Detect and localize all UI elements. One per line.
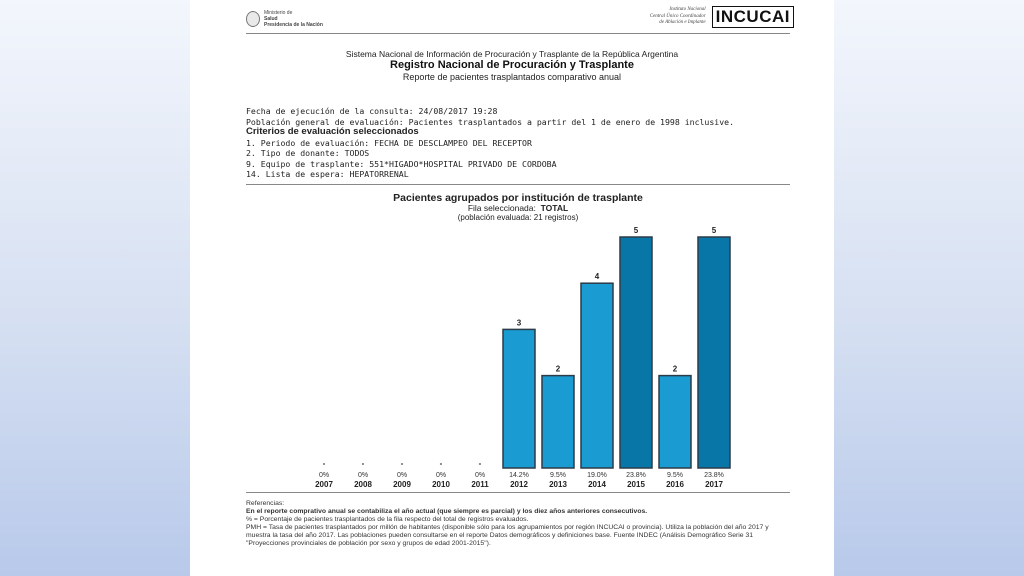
institute-line1: Instituto Nacional — [669, 7, 706, 13]
bar-2016 — [659, 376, 691, 468]
institute-line2: Central Único Coordinador — [649, 13, 706, 19]
bar-2013 — [542, 376, 574, 468]
references-line2: % = Porcentaje de pacientes trasplantados de la fila respecto del total de registros evaluados. — [246, 516, 529, 523]
x-tick-label-2017: 2017 — [705, 480, 723, 489]
bar-2017 — [698, 237, 730, 468]
value-label-2015: 5 — [633, 226, 639, 235]
value-label-2016: 2 — [672, 364, 678, 374]
value-label-2010: - — [439, 459, 443, 468]
percent-label-2013: 9.5% — [550, 472, 566, 479]
footer-divider — [246, 492, 790, 493]
value-label-2009: - — [400, 459, 404, 468]
value-label-2017: 5 — [711, 226, 717, 235]
x-tick-label-2008: 2008 — [354, 480, 372, 489]
population-note: (población evaluada: 21 registros) — [457, 213, 579, 222]
criteria-item: 9. Equipo de trasplante: 551*HIGADO*HOSPITAL PRIVADO DE CORDOBA — [246, 158, 557, 169]
x-tick-label-2012: 2012 — [510, 480, 528, 489]
query-population: Población general de evaluación: Pacientes trasplantados a partir del 1 de enero de 1998 inclusive. — [246, 116, 734, 127]
bar-2015 — [620, 237, 652, 468]
criteria-item: 2. Tipo de donante: TODOS — [246, 148, 370, 158]
references-line1: En el reporte comprativo anual se contabiliza el año actual (que siempre es parcial) y los diez años anteriores consecutivos. — [246, 508, 648, 515]
report-page — [190, 0, 834, 576]
selected-row-label: Fila seleccionada: — [467, 203, 536, 213]
report-title: Registro Nacional de Procuración y Trasplante — [390, 59, 634, 71]
percent-label-2012: 14.2% — [509, 472, 529, 479]
value-label-2008: - — [361, 459, 365, 468]
ministry-line1: Ministerio de — [264, 10, 293, 16]
x-tick-label-2014: 2014 — [588, 480, 606, 489]
percent-label-2008: 0% — [357, 472, 369, 479]
percent-label-2009: 0% — [396, 472, 408, 479]
system-name: Sistema Nacional de Información de Procuración y Trasplante de la República Argentina — [345, 49, 679, 59]
x-tick-label-2007: 2007 — [315, 480, 333, 489]
x-tick-label-2016: 2016 — [666, 480, 684, 489]
percent-label-2010: 0% — [435, 472, 447, 479]
ministry-line2: Salud — [264, 16, 278, 22]
value-label-2014: 4 — [594, 272, 600, 282]
percent-label-2014: 19.0% — [587, 472, 607, 479]
percent-label-2011: 0% — [474, 472, 486, 479]
criteria-item: 14. Lista de espera: HEPATORRENAL — [246, 169, 409, 179]
bar-2012 — [503, 329, 535, 468]
references — [246, 500, 794, 548]
references-title: Referencias: — [246, 500, 285, 507]
x-tick-label-2015: 2015 — [627, 480, 645, 489]
value-label-2013: 2 — [555, 364, 561, 374]
value-label-2007: - — [322, 459, 326, 468]
ministry-line3: Presidencia de la Nación — [264, 22, 323, 28]
bar-2014 — [581, 283, 613, 468]
percent-label-2007: 0% — [318, 472, 330, 479]
incucai-logo: INCUCAI — [712, 6, 794, 28]
x-tick-label-2013: 2013 — [549, 480, 567, 489]
value-label-2011: - — [478, 459, 482, 468]
percent-label-2016: 9.5% — [667, 472, 683, 479]
x-tick-label-2011: 2011 — [471, 480, 489, 489]
references-line3: PMH = Tasa de pacientes trasplantados por millón de habitantes (disponible sólo para los agrupamientos por región INCUCAI o provincia). Utiliza la población del año 2017 y muestra la tasa del año 2017. Las poblaciones pueden consultarse en el reporte Datos demográficos y definiciones base. Fuente INDEC (Análisis Demográfico Serie 31 "Proyecciones provinciales de población por sexo y grupos de edad 2001-2015"). — [246, 524, 769, 547]
percent-label-2017: 23.8% — [704, 472, 724, 479]
criteria-item: 1. Periodo de evaluación: FECHA DE DESCLAMPEO DEL RECEPTOR — [246, 137, 532, 148]
bar-chart — [190, 0, 834, 500]
query-date: Fecha de ejecución de la consulta: 24/08/2017 19:28 — [246, 106, 498, 116]
x-tick-label-2010: 2010 — [432, 480, 450, 489]
value-label-2012: 3 — [516, 318, 522, 328]
institute-line3: de Ablación e Implante — [659, 20, 706, 26]
percent-label-2015: 23.8% — [626, 472, 646, 479]
x-tick-label-2009: 2009 — [393, 480, 411, 489]
criteria-title: Criterios de evaluación seleccionados — [246, 126, 419, 137]
selected-row-value: TOTAL — [540, 203, 569, 213]
chart-title: Pacientes agrupados por institución de trasplante — [393, 192, 643, 204]
report-subtitle: Reporte de pacientes trasplantados comparativo anual — [402, 72, 622, 82]
